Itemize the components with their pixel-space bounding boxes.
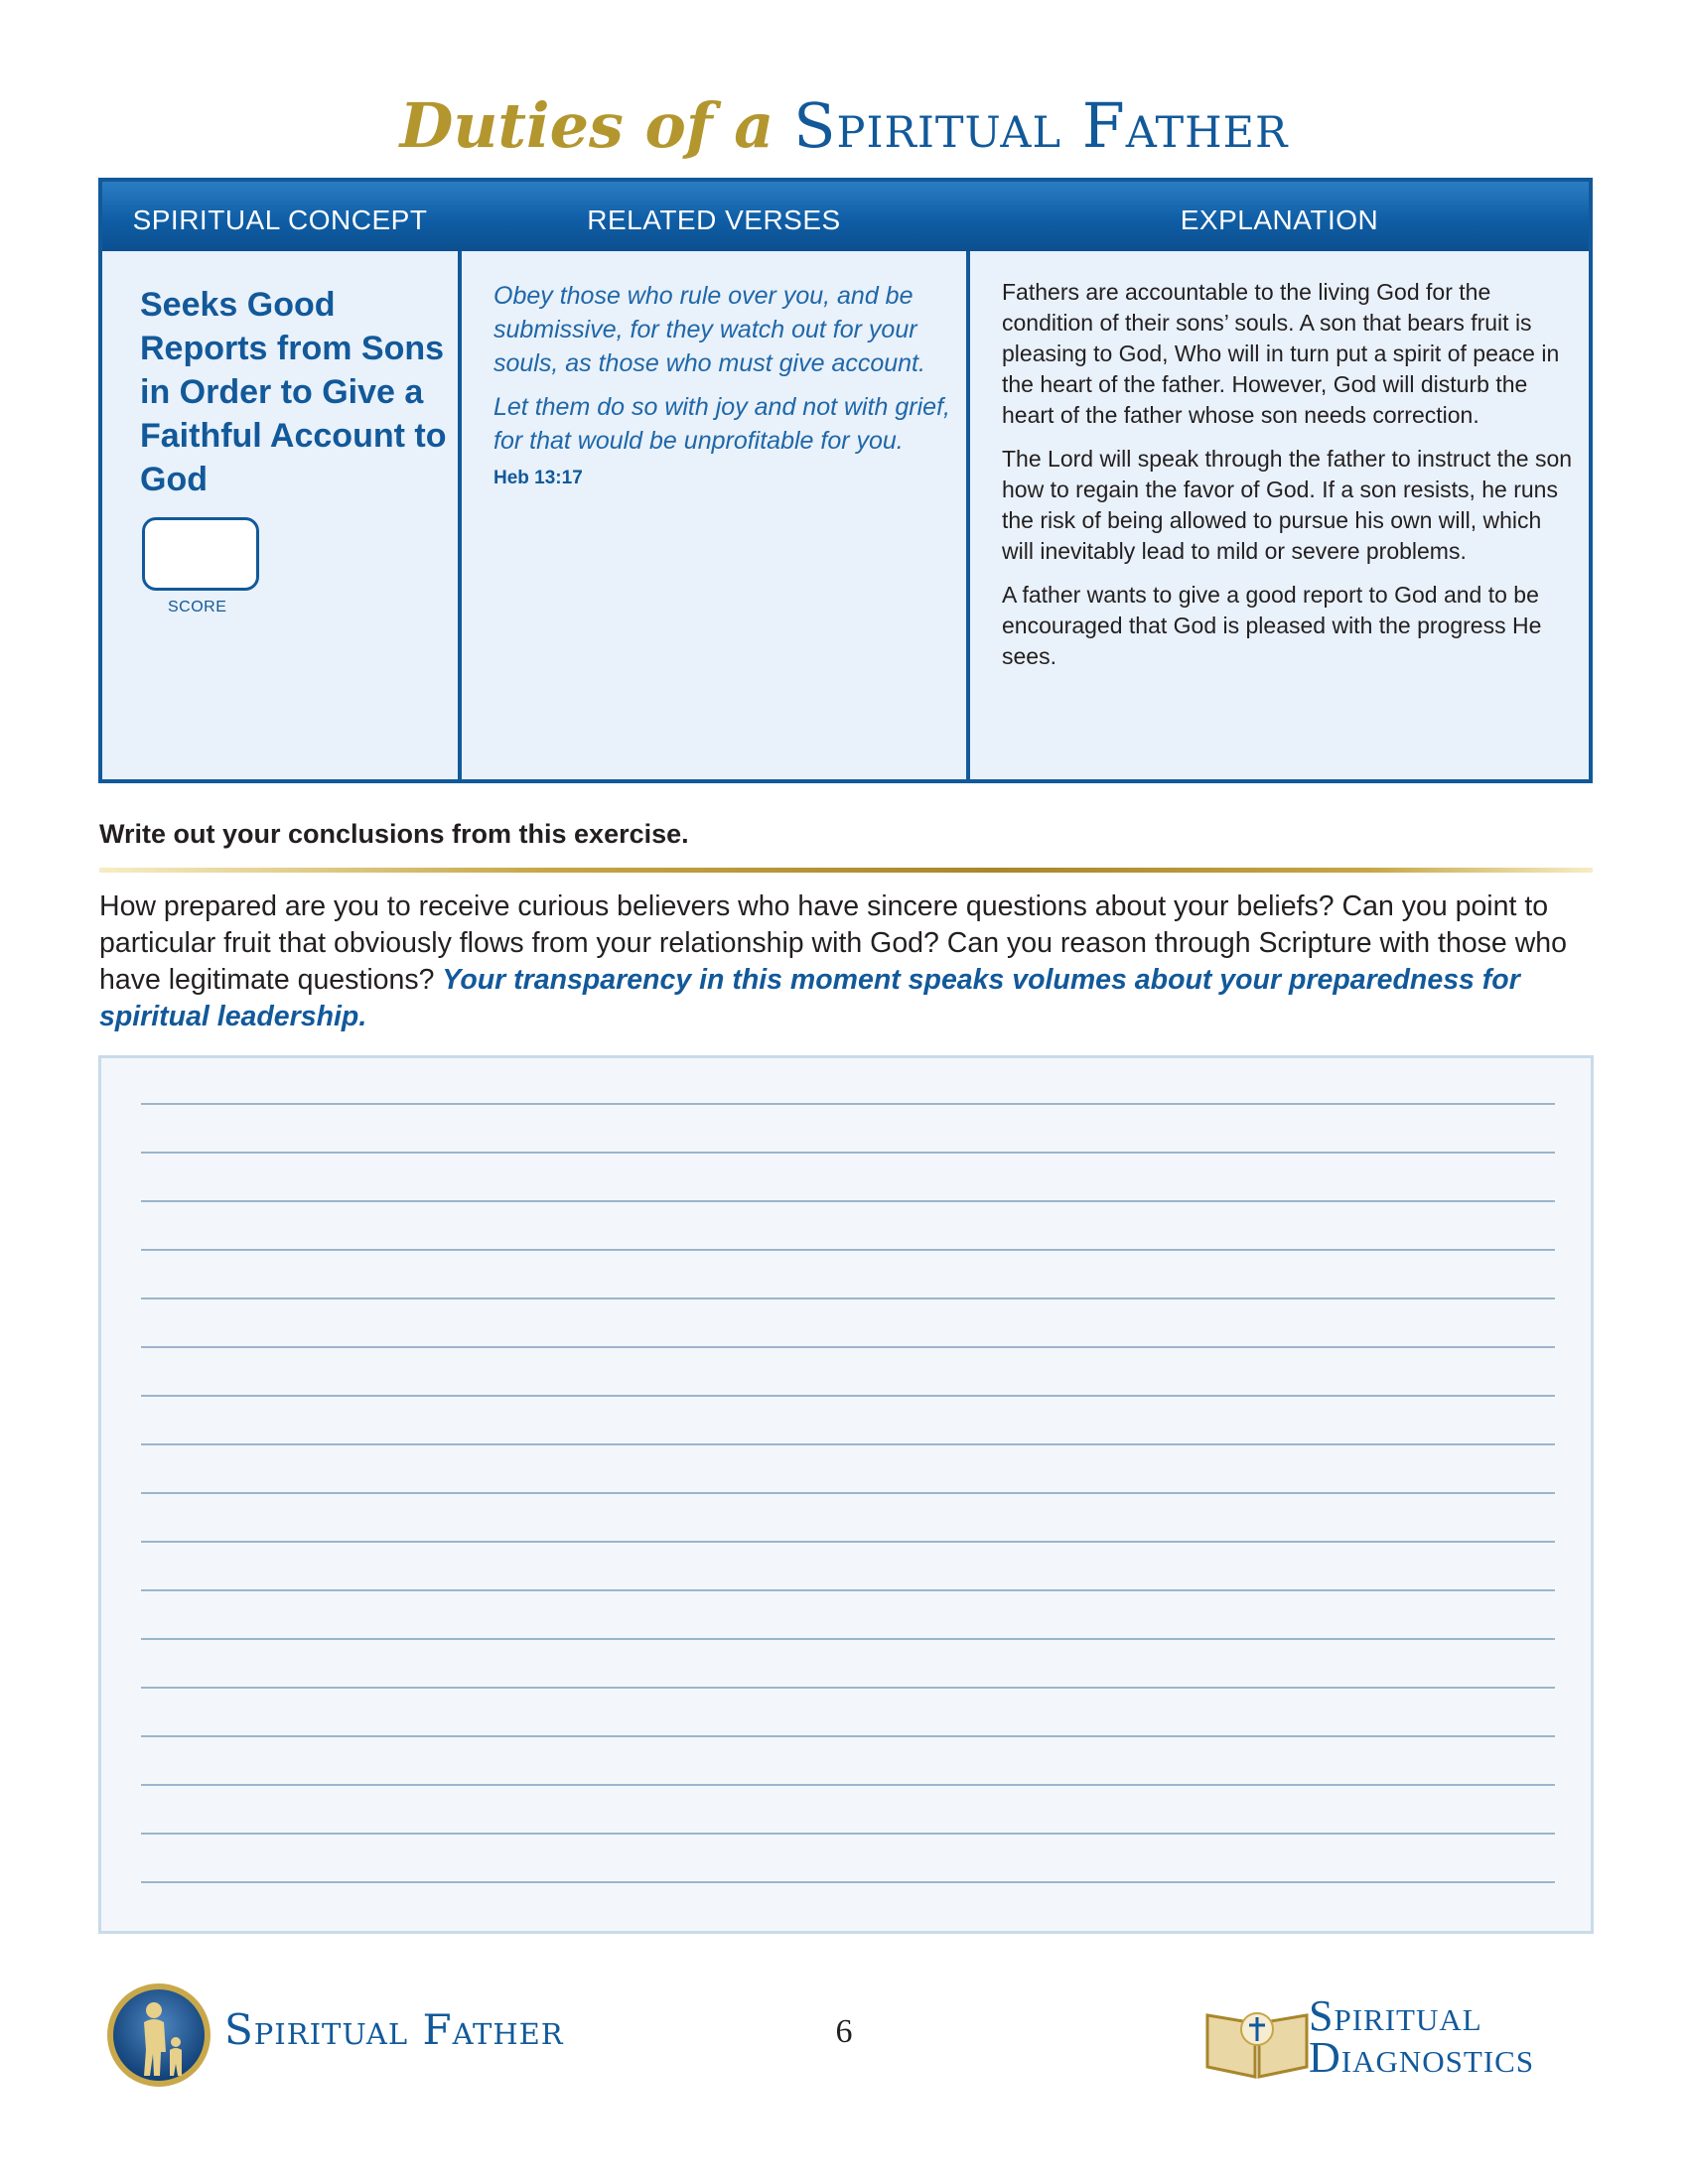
gold-divider (99, 868, 1593, 873)
verse-reference: Heb 13:17 (493, 468, 583, 488)
writing-line (141, 1249, 1555, 1251)
writing-line (141, 1833, 1555, 1835)
writing-line (141, 1687, 1555, 1689)
writing-line (141, 1297, 1555, 1299)
writing-line (141, 1152, 1555, 1154)
writing-line (141, 1443, 1555, 1445)
title-duties: Duties of a (399, 89, 774, 162)
header-related-verses: RELATED VERSES (587, 205, 841, 235)
concept-table (98, 178, 1593, 783)
writing-line (141, 1638, 1555, 1640)
prompt-emphasis: Your transparency in this moment speaks volumes about your preparedness for spiritual leadership. (99, 964, 1520, 1032)
writing-line (141, 1735, 1555, 1737)
writing-line (141, 1784, 1555, 1786)
page-title (0, 87, 1688, 165)
column-divider (458, 251, 462, 779)
score-input[interactable] (142, 517, 259, 591)
spiritual-diagnostics-book-icon (1203, 1995, 1311, 2085)
concept-title: Seeks Good Reports from Sons in Order to Give a Faithful Account to God (140, 286, 447, 498)
explanation-paragraph: A father wants to give a good report to God and to be encouraged that God is pleased with the progress He sees. (1002, 582, 1542, 669)
conclusions-prompt (99, 888, 1599, 1035)
conclusions-heading: Write out your conclusions from this exercise. (99, 819, 689, 849)
writing-area[interactable] (98, 1055, 1594, 1934)
writing-line (141, 1200, 1555, 1202)
verse-text: Obey those who rule over you, and be submissive, for they watch out for your souls, as those who must give account. (493, 282, 925, 377)
explanation-paragraph: The Lord will speak through the father to instruct the son how to regain the favor of God. If a son resists, he runs the risk of being allowed to pursue his own will, which will inevitably lead to mild or severe problems. (1002, 446, 1573, 564)
spiritual-father-logo-icon (104, 1980, 213, 2090)
writing-line (141, 1103, 1555, 1105)
table-header (102, 182, 1589, 251)
writing-line (141, 1346, 1555, 1348)
page-number: 6 (835, 2013, 853, 2050)
header-explanation: EXPLANATION (1180, 205, 1379, 235)
explanation-cell (1002, 277, 1573, 685)
spiritual-diagnostics-logo (1309, 1991, 1535, 2082)
writing-line (141, 1492, 1555, 1494)
verse-text: Let them do so with joy and not with grief, for that would be unprofitable for you. (493, 393, 950, 455)
logo-line-2: Diagnostics (1309, 2033, 1535, 2082)
prompt-questions: How prepared are you to receive curious believers who have sincere questions about your beliefs? Can you point to particular fruit that obviously flows from your relationship with God? Can you reason through Scripture with those who have legitimate questions? (99, 890, 1567, 996)
title-spiritual-father: Spiritual Father (793, 89, 1289, 162)
footer-brand: Spiritual Father (224, 2005, 564, 2054)
score-label: SCORE (168, 599, 227, 615)
writing-line (141, 1589, 1555, 1591)
writing-line (141, 1541, 1555, 1543)
header-spiritual-concept: SPIRITUAL CONCEPT (132, 205, 428, 235)
explanation-paragraph: Fathers are accountable to the living God for the condition of their sons’ souls. A son that bears fruit is pleasing to God, Who will in turn put a spirit of peace in the heart of the father. However, God will disturb the heart of the father whose son needs correction. (1002, 279, 1560, 428)
writing-line (141, 1395, 1555, 1397)
logo-line-1: Spiritual (1309, 1991, 1482, 2040)
writing-line (141, 1881, 1555, 1883)
verses-cell (493, 279, 970, 489)
